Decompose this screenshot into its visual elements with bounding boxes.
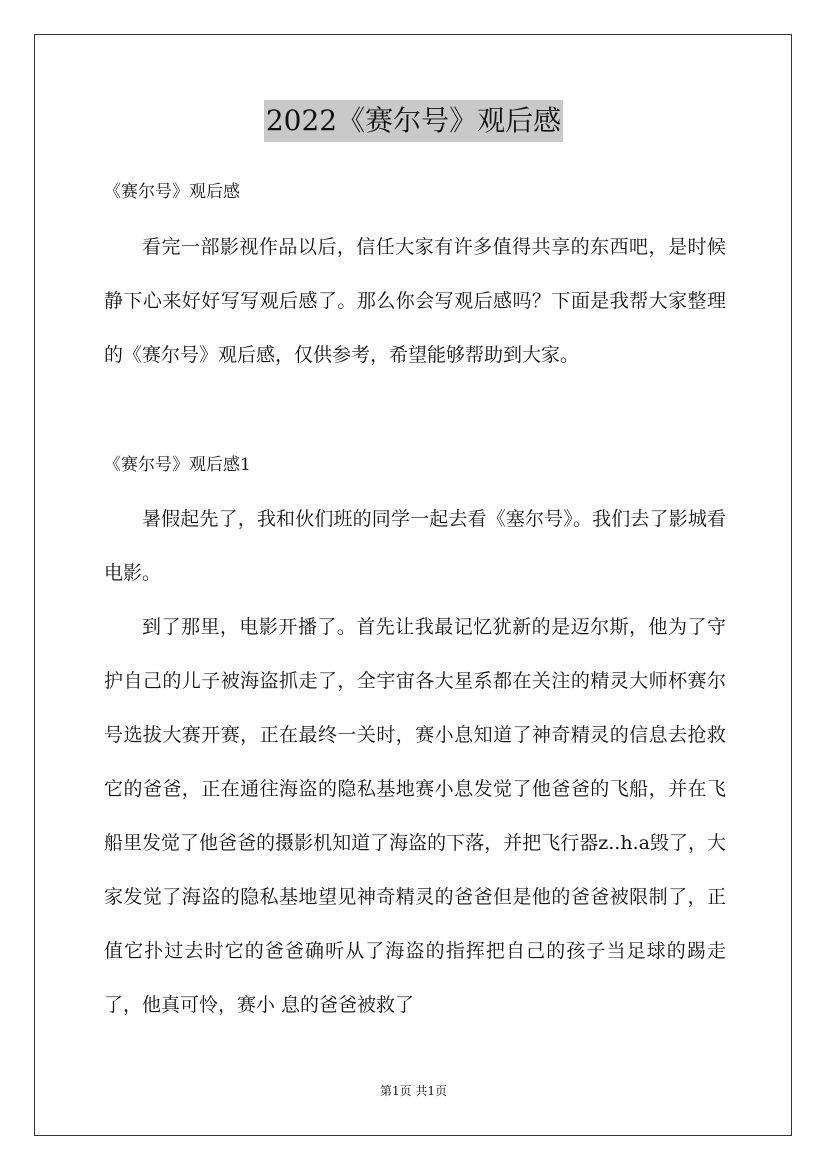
section1-heading: 《赛尔号》观后感1 (104, 455, 251, 475)
page-footer: 第1页 共1页 (379, 1084, 448, 1098)
section1-paragraph-2: 到了那里，电影开播了。首先让我最记忆犹新的是迈尔斯，他为了守护自己的儿子被海盗抓走了，全宇宙各大星系都在关注的精灵大师杯赛尔号选拔大赛开赛，正在最终一关时，赛小息知道了神奇精灵的信息去抢救它的爸爸，正在通往海盗的隐私基地赛小息发觉了他爸爸的飞船，并在飞船里发觉了他爸爸的摄影机知道了海盗的下落，并把飞行器z..h.a毁了，大家发觉了海盗的隐私基地望见神奇精灵的爸爸但是他的爸爸被限制了，正值它扑过去时它的爸爸确听从了海盗的指挥把自己的孩子当足球的踢走了，他真可怜，赛小 息的爸爸被救了 (104, 616, 726, 1016)
subheading: 《赛尔号》观后感 (104, 182, 240, 202)
document-title-wrapper (0, 100, 827, 142)
intro-paragraph: 看完一部影视作品以后，信任大家有许多值得共享的东西吧，是时候静下心来好好写写观后感了。那么你会写观后感吗？下面是我帮大家整理的《赛尔号》观后感，仅供参考，希望能够帮助到大家。 (104, 236, 726, 366)
document-title: 2022《赛尔号》观后感 (264, 100, 563, 142)
section1-paragraph-1: 暑假起先了，我和伙们班的同学一起去看《塞尔号》。我们去了影城看电影。 (104, 508, 726, 584)
